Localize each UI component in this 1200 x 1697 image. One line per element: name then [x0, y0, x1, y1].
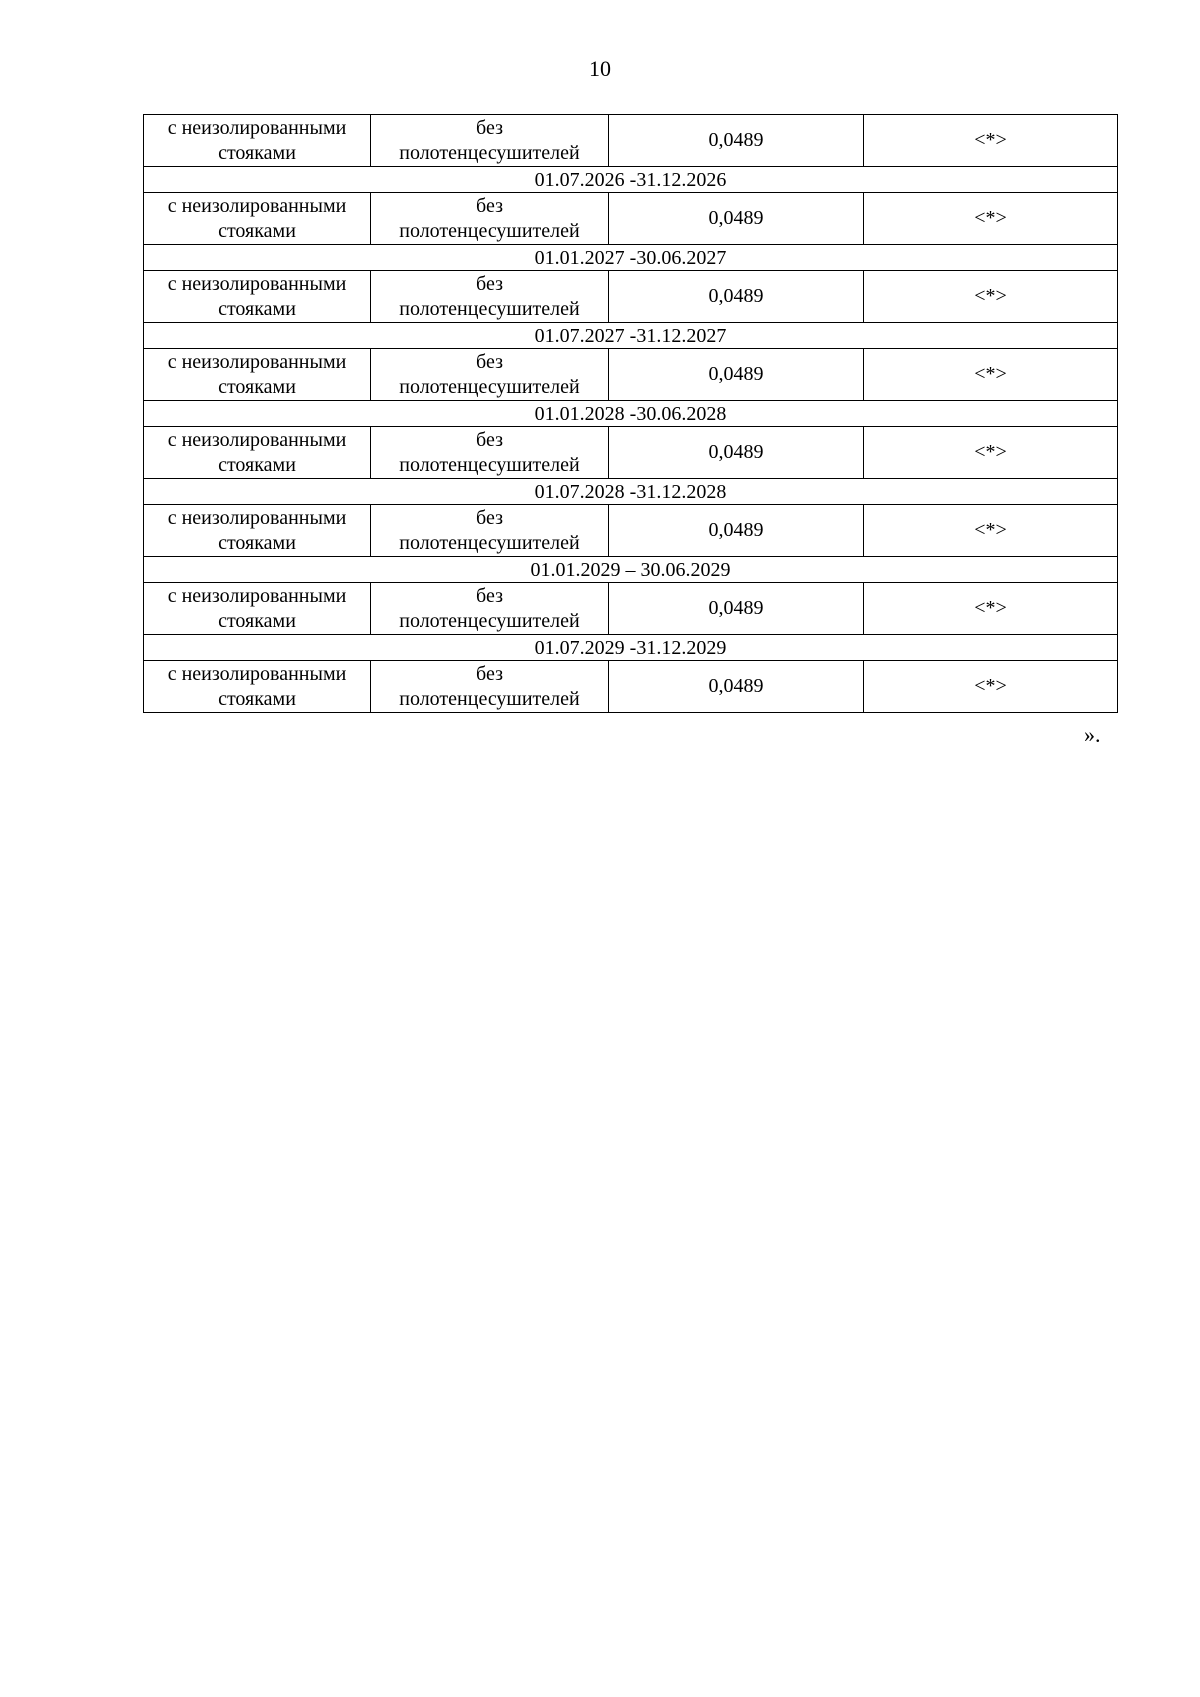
- riser-type-text: стояками: [218, 531, 296, 554]
- towel-dryer-text: без: [476, 428, 503, 451]
- towel-dryer-cell: [371, 115, 609, 167]
- riser-type-text: с неизолированными: [167, 350, 347, 373]
- riser-type-cell: [144, 193, 371, 245]
- norm-value-cell: 0,0489: [609, 115, 864, 167]
- table-body: [144, 115, 1118, 713]
- riser-type-text: с неизолированными: [167, 116, 347, 139]
- note-cell: <*>: [864, 427, 1118, 479]
- period-row: [144, 245, 1118, 271]
- norm-value-cell: 0,0489: [609, 193, 864, 245]
- note-cell: <*>: [864, 505, 1118, 557]
- period-label: 01.07.2028 -31.12.2028: [144, 479, 1118, 505]
- period-row: [144, 401, 1118, 427]
- period-label: 01.01.2029 – 30.06.2029: [144, 557, 1118, 583]
- riser-type-text: с неизолированными: [167, 662, 347, 685]
- towel-dryer-text: полотенцесушителей: [399, 453, 580, 476]
- towel-dryer-text: без: [476, 272, 503, 295]
- norm-value-cell: 0,0489: [609, 427, 864, 479]
- note-cell: <*>: [864, 193, 1118, 245]
- table-row: [144, 349, 1118, 401]
- riser-type-text: с неизолированными: [167, 272, 347, 295]
- towel-dryer-text: полотенцесушителей: [399, 219, 580, 242]
- riser-type-cell: [144, 115, 371, 167]
- riser-type-cell: [144, 427, 371, 479]
- riser-type-text: стояками: [218, 453, 296, 476]
- towel-dryer-text: без: [476, 350, 503, 373]
- riser-type-text: стояками: [218, 297, 296, 320]
- period-row: [144, 635, 1118, 661]
- riser-type-text: стояками: [218, 375, 296, 398]
- towel-dryer-text: без: [476, 584, 503, 607]
- norm-value-cell: 0,0489: [609, 505, 864, 557]
- towel-dryer-cell: [371, 661, 609, 713]
- note-cell: <*>: [864, 661, 1118, 713]
- towel-dryer-text: без: [476, 194, 503, 217]
- towel-dryer-cell: [371, 271, 609, 323]
- table-row: [144, 583, 1118, 635]
- norm-value-cell: 0,0489: [609, 271, 864, 323]
- riser-type-text: с неизолированными: [167, 428, 347, 451]
- towel-dryer-cell: [371, 505, 609, 557]
- riser-type-text: стояками: [218, 141, 296, 164]
- towel-dryer-cell: [371, 427, 609, 479]
- towel-dryer-text: полотенцесушителей: [399, 531, 580, 554]
- note-cell: <*>: [864, 271, 1118, 323]
- riser-type-cell: [144, 349, 371, 401]
- towel-dryer-text: без: [476, 116, 503, 139]
- period-row: [144, 323, 1118, 349]
- note-cell: <*>: [864, 583, 1118, 635]
- riser-type-text: с неизолированными: [167, 506, 347, 529]
- riser-type-cell: [144, 583, 371, 635]
- norm-value-cell: 0,0489: [609, 349, 864, 401]
- towel-dryer-text: полотенцесушителей: [399, 609, 580, 632]
- note-cell: <*>: [864, 115, 1118, 167]
- towel-dryer-cell: [371, 349, 609, 401]
- period-label: 01.01.2028 -30.06.2028: [144, 401, 1118, 427]
- period-label: 01.07.2026 -31.12.2026: [144, 167, 1118, 193]
- towel-dryer-text: полотенцесушителей: [399, 375, 580, 398]
- table-row: [144, 427, 1118, 479]
- table-row: [144, 115, 1118, 167]
- period-label: 01.01.2027 -30.06.2027: [144, 245, 1118, 271]
- period-label: 01.07.2029 -31.12.2029: [144, 635, 1118, 661]
- norm-value-cell: 0,0489: [609, 583, 864, 635]
- period-row: [144, 479, 1118, 505]
- towel-dryer-text: полотенцесушителей: [399, 141, 580, 164]
- closing-quote-mark: ».: [1084, 722, 1101, 747]
- riser-type-cell: [144, 661, 371, 713]
- period-row: [144, 167, 1118, 193]
- towel-dryer-cell: [371, 583, 609, 635]
- riser-type-text: стояками: [218, 609, 296, 632]
- table-row: [144, 193, 1118, 245]
- period-row: [144, 557, 1118, 583]
- riser-type-text: с неизолированными: [167, 584, 347, 607]
- table-row: [144, 661, 1118, 713]
- riser-type-text: с неизолированными: [167, 194, 347, 217]
- norm-value-cell: 0,0489: [609, 661, 864, 713]
- riser-type-text: стояками: [218, 219, 296, 242]
- riser-type-cell: [144, 505, 371, 557]
- table-row: [144, 505, 1118, 557]
- towel-dryer-cell: [371, 193, 609, 245]
- period-label: 01.07.2027 -31.12.2027: [144, 323, 1118, 349]
- riser-type-text: стояками: [218, 687, 296, 710]
- table-row: [144, 271, 1118, 323]
- page-number: 10: [589, 56, 611, 81]
- towel-dryer-text: без: [476, 662, 503, 685]
- towel-dryer-text: полотенцесушителей: [399, 687, 580, 710]
- note-cell: <*>: [864, 349, 1118, 401]
- riser-type-cell: [144, 271, 371, 323]
- tariff-table: [143, 114, 1118, 713]
- towel-dryer-text: полотенцесушителей: [399, 297, 580, 320]
- towel-dryer-text: без: [476, 506, 503, 529]
